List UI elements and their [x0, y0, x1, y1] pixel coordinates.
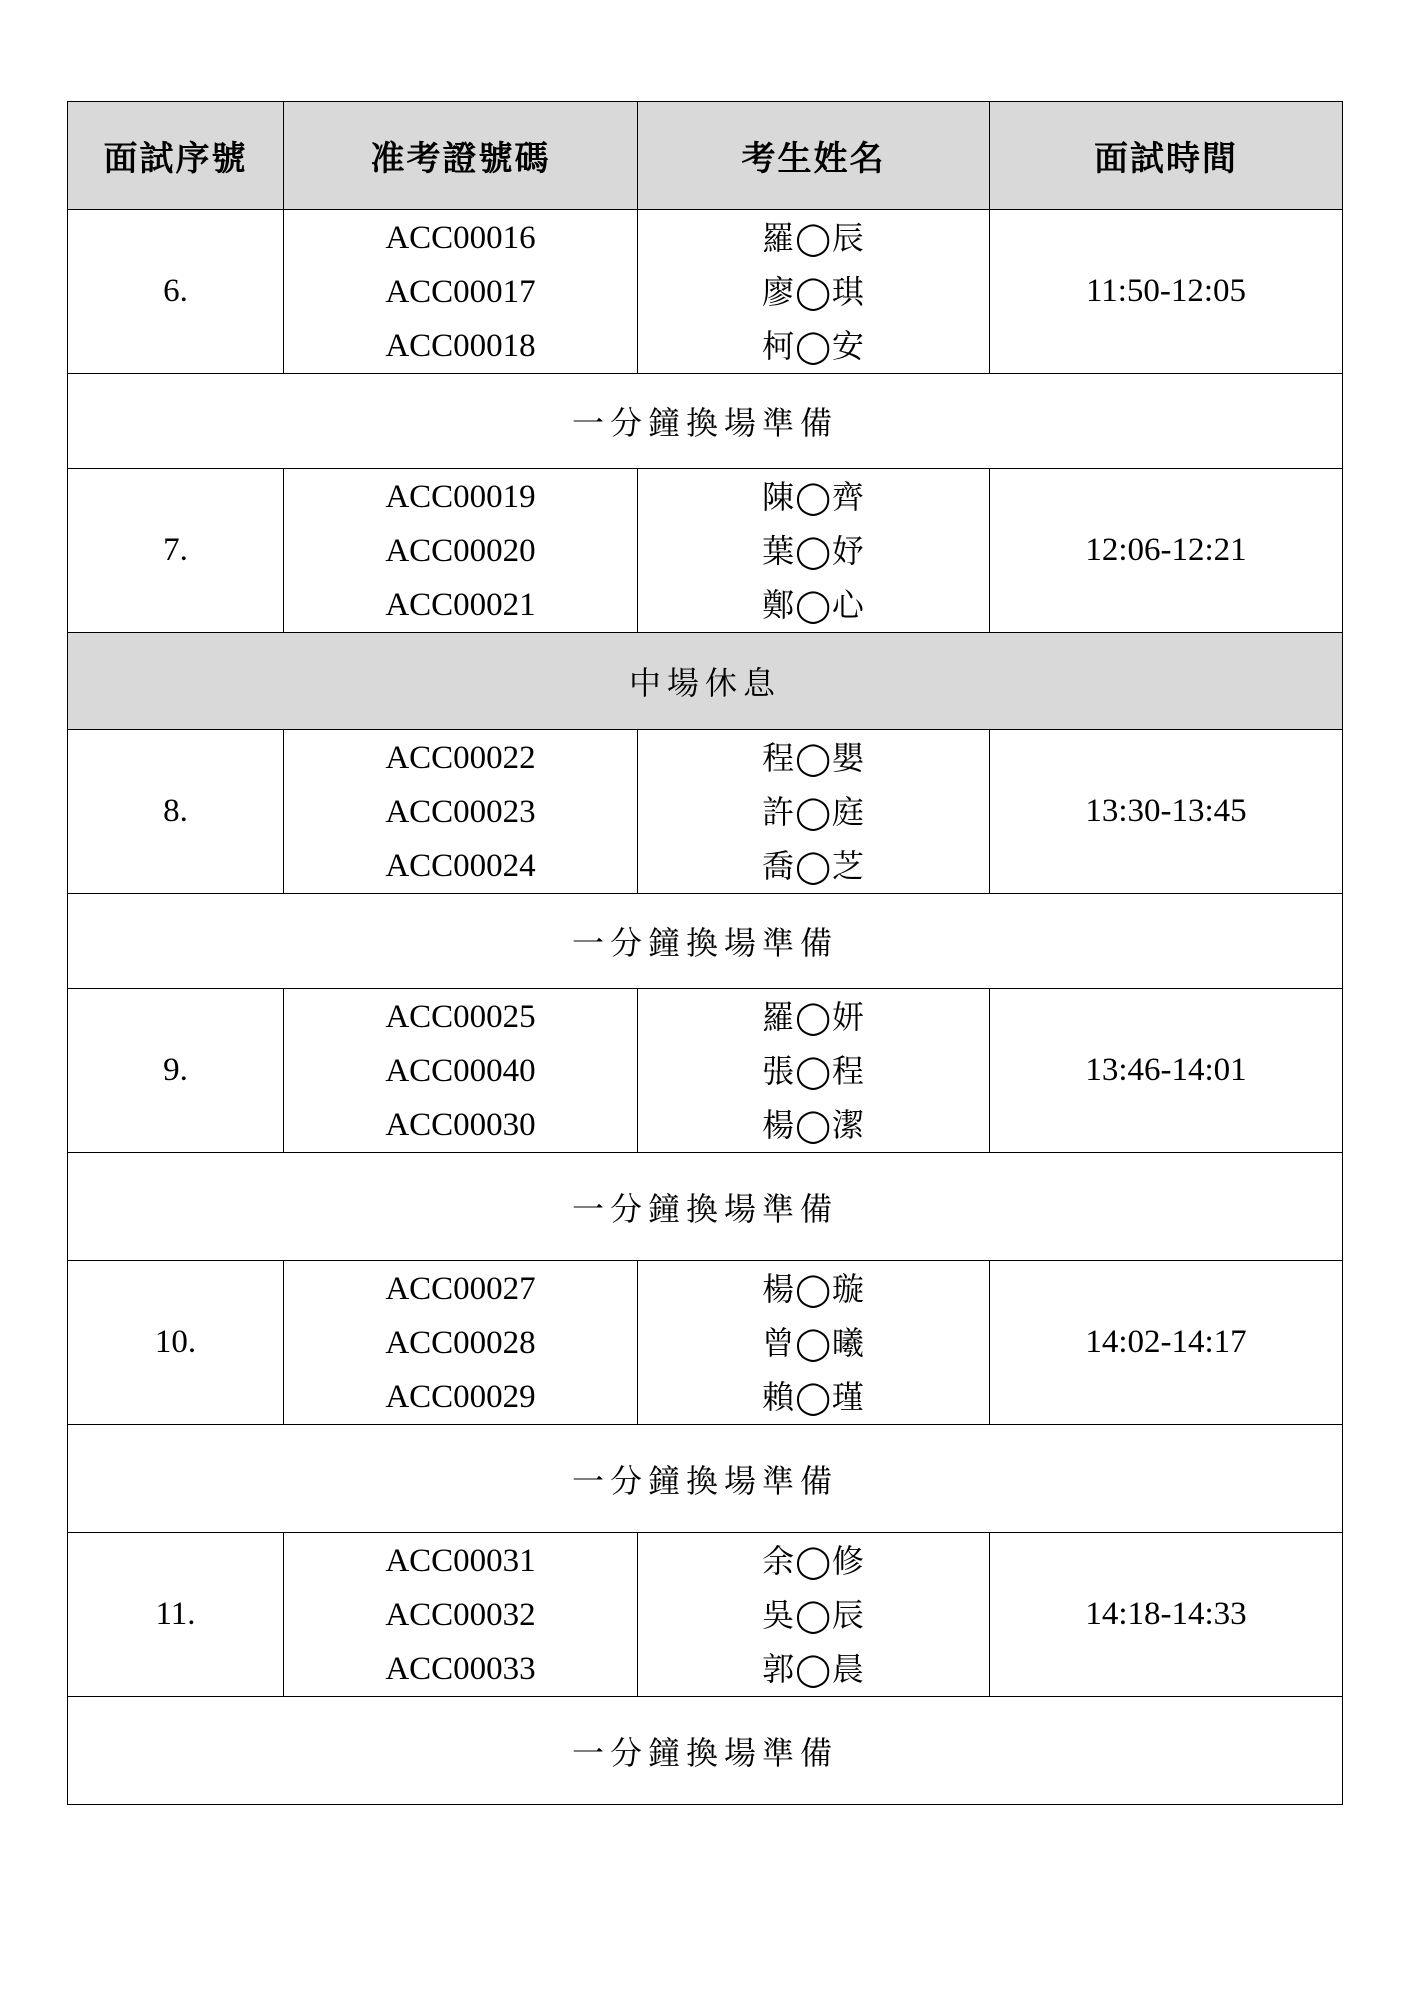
candidate-name: 張◯程 — [762, 1051, 865, 1090]
group-seq: 7. — [68, 469, 284, 633]
group-seq: 11. — [68, 1533, 284, 1697]
candidate-id: ACC00017 — [385, 273, 536, 310]
group-row-8 — [68, 730, 1343, 894]
candidate-name: 楊◯潔 — [762, 1105, 865, 1144]
group-ids — [284, 1533, 638, 1697]
candidate-name: 許◯庭 — [762, 792, 865, 831]
group-names — [638, 210, 990, 374]
group-seq: 10. — [68, 1261, 284, 1425]
changeover-row — [68, 1425, 1343, 1533]
candidate-name: 羅◯辰 — [762, 218, 865, 257]
group-names — [638, 730, 990, 894]
changeover-label: 一分鐘換場準備 — [68, 374, 1343, 469]
candidate-name: 吳◯辰 — [762, 1595, 865, 1634]
group-seq: 9. — [68, 989, 284, 1153]
candidate-name: 喬◯芝 — [762, 846, 865, 885]
candidate-name: 余◯修 — [762, 1541, 865, 1580]
group-ids — [284, 469, 638, 633]
group-ids — [284, 989, 638, 1153]
changeover-row — [68, 1697, 1343, 1805]
group-names — [638, 1533, 990, 1697]
changeover-row — [68, 1153, 1343, 1261]
changeover-row — [68, 374, 1343, 469]
group-row-7 — [68, 469, 1343, 633]
group-row-6 — [68, 210, 1343, 374]
interview-schedule-table — [67, 101, 1343, 1805]
candidate-name: 羅◯妍 — [762, 997, 865, 1036]
candidate-name: 曾◯曦 — [762, 1323, 865, 1362]
group-time: 14:18-14:33 — [990, 1533, 1343, 1697]
candidate-id: ACC00032 — [385, 1596, 536, 1633]
group-row-10 — [68, 1261, 1343, 1425]
candidate-id: ACC00033 — [385, 1650, 536, 1687]
changeover-label: 一分鐘換場準備 — [68, 1153, 1343, 1261]
group-names — [638, 1261, 990, 1425]
header-name: 考生姓名 — [638, 102, 990, 210]
header-row — [68, 102, 1343, 210]
group-names — [638, 989, 990, 1153]
candidate-name: 郭◯晨 — [762, 1649, 865, 1688]
group-time: 12:06-12:21 — [990, 469, 1343, 633]
candidate-name: 陳◯齊 — [762, 477, 865, 516]
candidate-name: 楊◯璇 — [762, 1269, 865, 1308]
candidate-name: 程◯嬰 — [762, 738, 865, 777]
candidate-id: ACC00024 — [385, 847, 536, 884]
group-ids — [284, 730, 638, 894]
candidate-id: ACC00018 — [385, 327, 536, 364]
candidate-id: ACC00031 — [385, 1542, 536, 1579]
group-ids — [284, 1261, 638, 1425]
header-seq: 面試序號 — [68, 102, 284, 210]
candidate-id: ACC00027 — [385, 1270, 536, 1307]
group-ids — [284, 210, 638, 374]
break-row — [68, 633, 1343, 730]
candidate-id: ACC00020 — [385, 532, 536, 569]
group-row-9 — [68, 989, 1343, 1153]
candidate-name: 廖◯琪 — [762, 272, 865, 311]
header-time: 面試時間 — [990, 102, 1343, 210]
candidate-name: 柯◯安 — [762, 326, 865, 365]
candidate-id: ACC00023 — [385, 793, 536, 830]
candidate-id: ACC00019 — [385, 478, 536, 515]
candidate-id: ACC00016 — [385, 219, 536, 256]
group-time: 13:46-14:01 — [990, 989, 1343, 1153]
group-time: 13:30-13:45 — [990, 730, 1343, 894]
candidate-id: ACC00028 — [385, 1324, 536, 1361]
group-time: 11:50-12:05 — [990, 210, 1343, 374]
group-time: 14:02-14:17 — [990, 1261, 1343, 1425]
candidate-id: ACC00025 — [385, 998, 536, 1035]
changeover-label: 一分鐘換場準備 — [68, 894, 1343, 989]
changeover-label: 一分鐘換場準備 — [68, 1425, 1343, 1533]
changeover-label: 一分鐘換場準備 — [68, 1697, 1343, 1805]
break-label: 中場休息 — [68, 633, 1343, 730]
group-names — [638, 469, 990, 633]
candidate-id: ACC00021 — [385, 586, 536, 623]
candidate-id: ACC00022 — [385, 739, 536, 776]
candidate-id: ACC00029 — [385, 1378, 536, 1415]
group-seq: 6. — [68, 210, 284, 374]
group-seq: 8. — [68, 730, 284, 894]
header-id: 准考證號碼 — [284, 102, 638, 210]
candidate-name: 賴◯瑾 — [762, 1377, 865, 1416]
candidate-name: 葉◯妤 — [762, 531, 865, 570]
candidate-id: ACC00040 — [385, 1052, 536, 1089]
group-row-11 — [68, 1533, 1343, 1697]
candidate-name: 鄭◯心 — [762, 585, 865, 624]
candidate-id: ACC00030 — [385, 1106, 536, 1143]
changeover-row — [68, 894, 1343, 989]
